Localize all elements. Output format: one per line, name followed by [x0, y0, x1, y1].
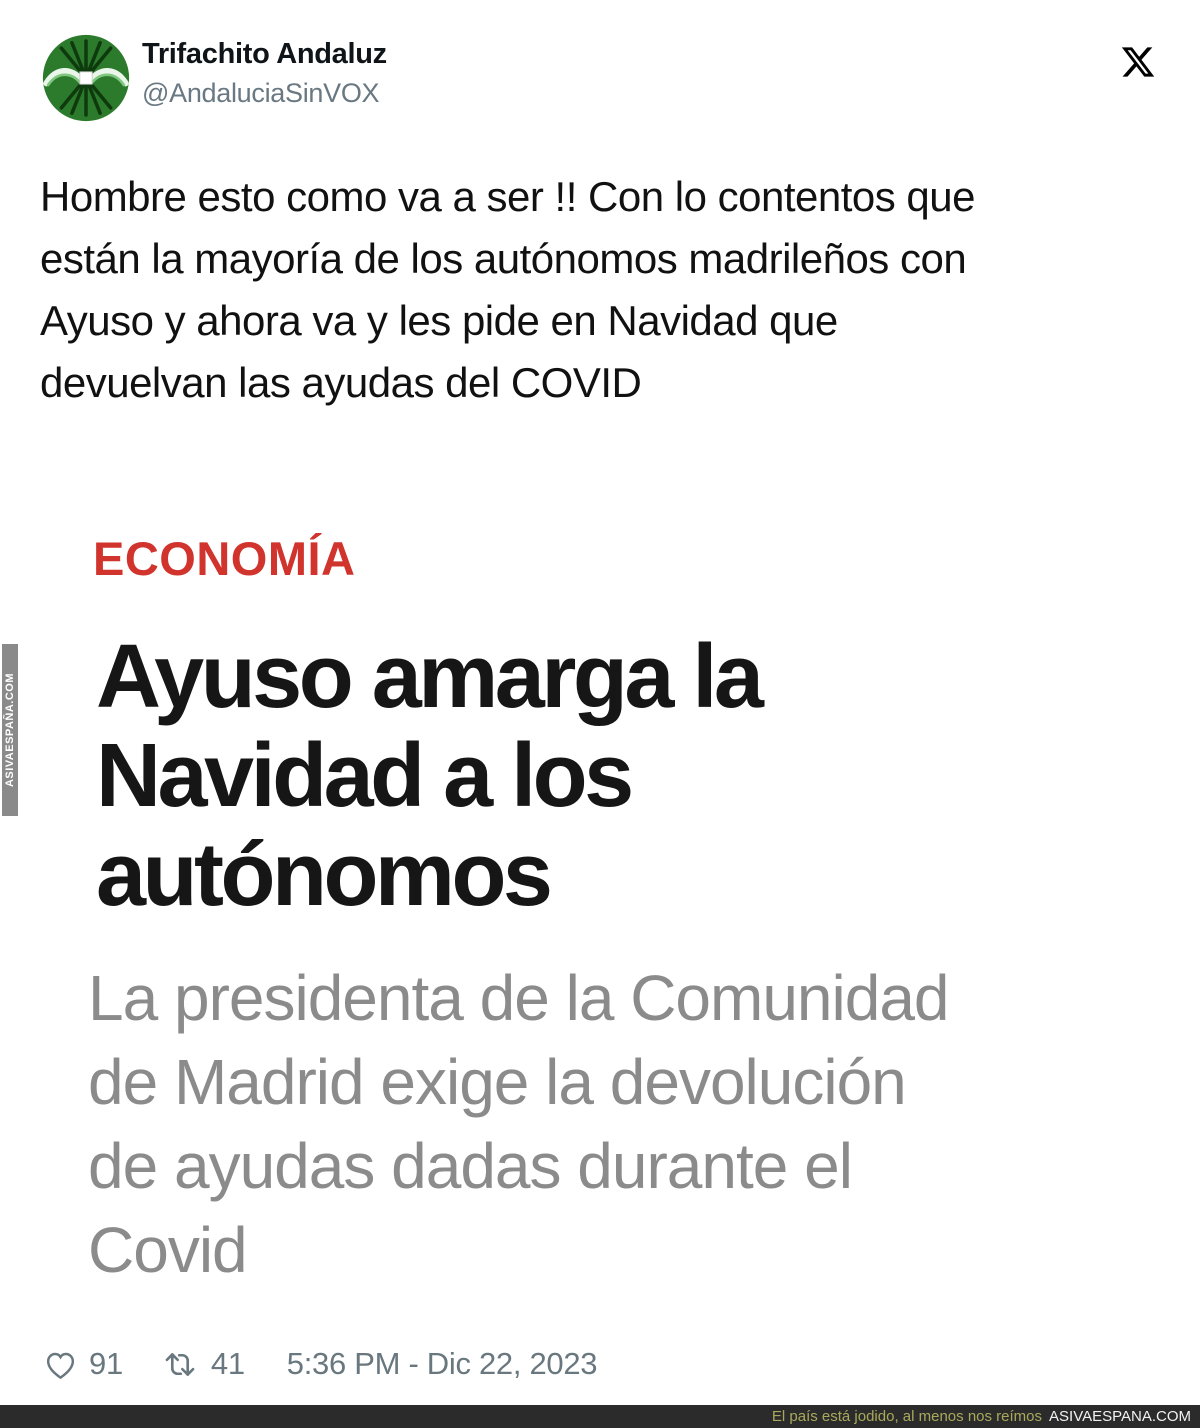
- side-watermark: [2, 644, 18, 816]
- author-handle[interactable]: @AndaluciaSinVOX: [142, 78, 380, 108]
- article-headline-line: Navidad a los: [96, 726, 631, 826]
- avatar-emblem-icon: [42, 34, 130, 122]
- like-group: [42, 1346, 123, 1383]
- article-subhead-line: Covid: [88, 1214, 247, 1286]
- article-headline: [96, 628, 760, 925]
- article-headline-line: Ayuso amarga la: [96, 627, 761, 727]
- bottom-bar-site-url: ASIVAESPANA.COM: [1049, 1408, 1191, 1425]
- author-display-name[interactable]: Trifachito Andaluz: [142, 38, 387, 70]
- tweet-text-line: Hombre esto como va a ser !! Con lo contentos que: [40, 173, 975, 220]
- tweet-header: [40, 34, 1160, 126]
- side-watermark-text: ASIVAESPAÑA.COM: [4, 672, 16, 788]
- tweet-text-line: devuelvan las ayudas del COVID: [40, 359, 642, 406]
- article-subhead-line: La presidenta de la Comunidad: [88, 962, 949, 1034]
- like-count: 91: [89, 1346, 123, 1381]
- tweet-text: [40, 166, 1160, 414]
- retweet-icon[interactable]: [159, 1346, 201, 1383]
- x-logo-icon[interactable]: [1120, 44, 1156, 80]
- article-subhead-line: de ayudas dadas durante el: [88, 1130, 852, 1202]
- profile-avatar[interactable]: [42, 34, 130, 122]
- tweet-timestamp[interactable]: 5:36 PM - Dic 22, 2023: [286, 1346, 598, 1381]
- author-block: [142, 38, 387, 109]
- retweet-group: [159, 1346, 245, 1383]
- article-subhead-line: de Madrid exige la devolución: [88, 1046, 906, 1118]
- article-section-kicker: ECONOMÍA: [93, 532, 356, 585]
- tweet-text-line: están la mayoría de los autónomos madrileños con: [40, 235, 967, 282]
- bottom-site-bar: [0, 1405, 1200, 1428]
- tweet-text-line: Ayuso y ahora va y les pide en Navidad que: [40, 297, 838, 344]
- tweet-footer: [42, 1340, 597, 1388]
- retweet-count: 41: [210, 1346, 245, 1381]
- bottom-bar-tagline: El país está jodido, al menos nos reímos: [771, 1408, 1043, 1425]
- heart-icon[interactable]: [42, 1346, 79, 1383]
- article-subhead: [88, 956, 949, 1292]
- article-headline-line: autónomos: [96, 825, 550, 925]
